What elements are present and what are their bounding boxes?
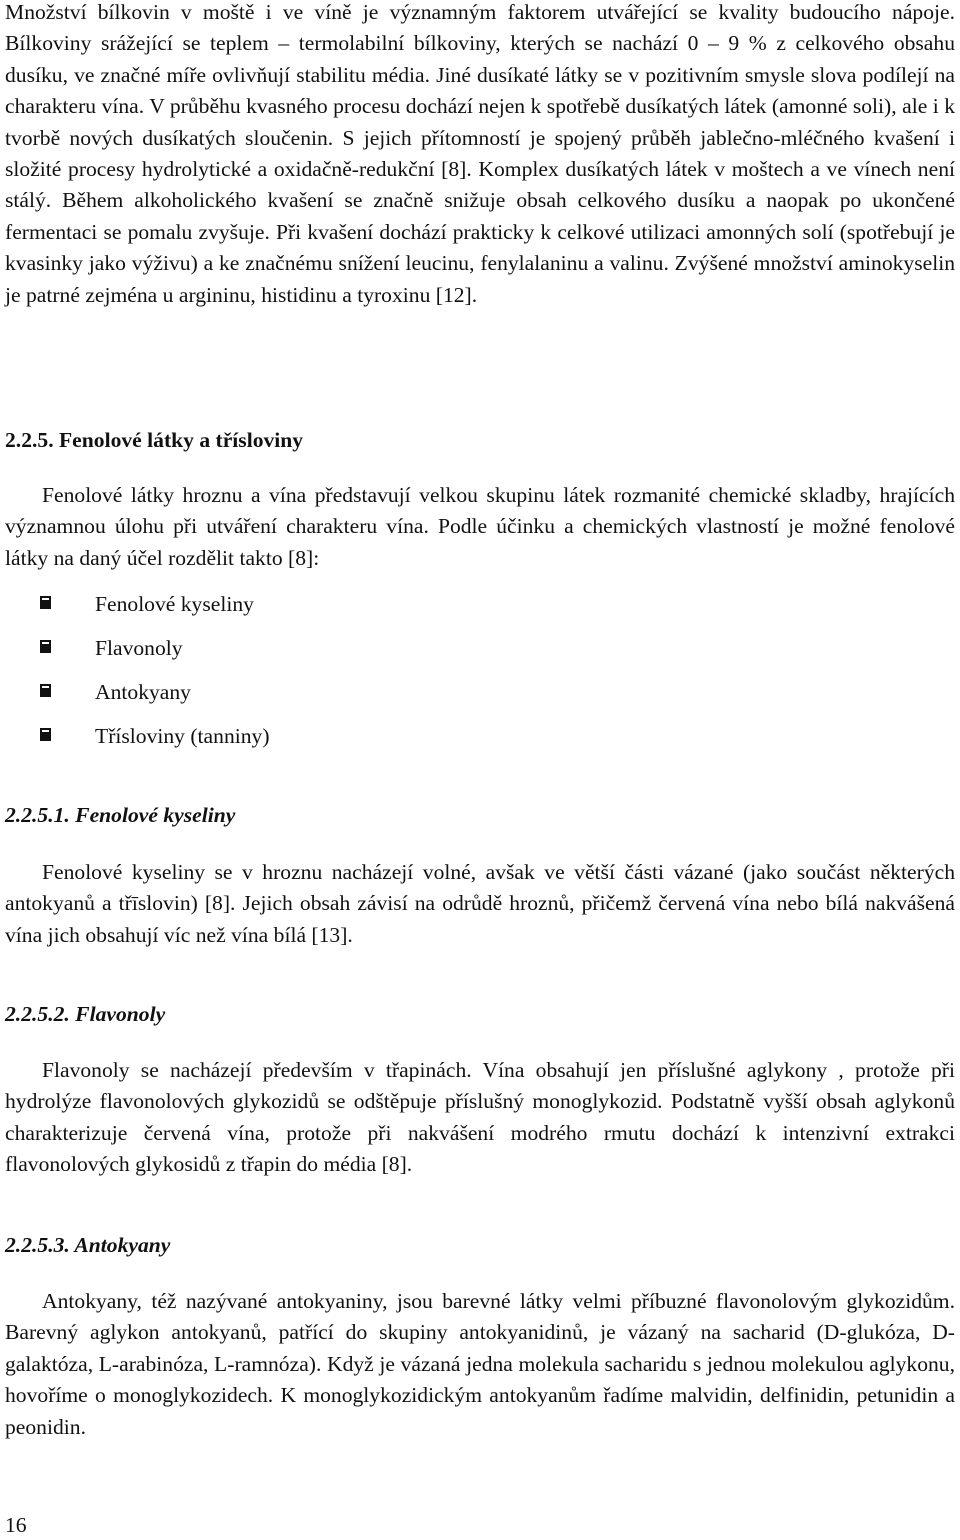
paragraph-phenolic-acids: Fenolové kyseliny se v hroznu nacházejí volné, avšak ve větší části vázané (jako součást některých antokyanů a třīslovin) [8]. Jejich obsah závisí na odrůdě hroznů, přičemž červená vína nebo bílá nakvášená vína jich obsahují víc než vína bílá [13]. (5, 860, 955, 947)
list-item (5, 586, 955, 630)
list-item (5, 674, 955, 718)
paragraph-flavonols: Flavonoly se nacházejí především v třapinách. Vína obsahují jen příslušné aglykony , protože při hydrolýze flavonolových glykozidů se odštěpuje příslušný monoglykozid. Podstatně vyšší obsah aglykonů charakterizuje červená vína, protože při nakvášení modrého rmutu dochází k intenzivní extrakci flavonolových glykosidů z třapin do média [8]. (5, 1058, 955, 1177)
list-item-label: Antokyany (95, 680, 191, 704)
list-item-label: Fenolové kyseliny (95, 592, 254, 616)
paragraph-nitrogen-compounds: Množství bílkovin v moště i ve víně je významným faktorem utvářející se kvality budoucího nápoje. Bílkoviny srážející se teplem – termolabilní bílkoviny, kterých se nachází 0 – 9 % z celkového obsahu dusíku, ve značné míře ovlivňují stabilitu média. Jiné dusíkaté látky se v pozitivním smysle slova podílejí na charakteru vína. V průběhu kvasného procesu dochází nejen k spotřebě dusíkatých látek (amonné soli), ale i k tvorbě nových dusíkatých sloučenin. S jejich přítomností je spojený průběh jablečno-mléčného kvašení i složité procesy hydrolytické a oxidačně-redukční [8]. Komplex dusíkatých látek v moštech a ve vínech není stálý. Během alkoholického kvašení se značně snižuje obsah celkového dusíku a naopak po ukončené fermentaci se pomalu zvyšuje. Při kvašení dochází prakticky k celkové utilizaci amonných solí (spotřebují je kvasinky jako výživu) a ke značnému snížení leucinu, fenylalaninu a valinu. Zvýšené množství aminokyselin je patrné zejména u argininu, histidinu a tyroxinu [12]. (5, 0, 955, 307)
list-item (5, 718, 955, 762)
section-heading-phenolic-compounds: 2.2.5. Fenolové látky a třísloviny (5, 428, 304, 452)
list-item (5, 630, 955, 674)
square-bullet-icon (40, 728, 51, 741)
subsection-heading-phenolic-acids: 2.2.5.1. Fenolové kyseliny (5, 803, 236, 827)
paragraph-phenolic-intro: Fenolové látky hroznu a vína představují velkou skupinu látek rozmanité chemické skladby, hrajících významnou úlohu při utváření charakteru vína. Podle účinku a chemických vlastností je možné fenolové látky na daný účel rozdělit takto [8]: (5, 483, 955, 570)
square-bullet-icon (40, 684, 51, 697)
phenolic-categories-list (5, 586, 955, 762)
square-bullet-icon (40, 596, 51, 609)
page-number: 16 (5, 1513, 27, 1537)
subsection-heading-anthocyanins: 2.2.5.3. Antokyany (5, 1233, 171, 1257)
list-item-label: Třísloviny (tanniny) (95, 724, 270, 748)
subsection-heading-flavonols: 2.2.5.2. Flavonoly (5, 1002, 166, 1026)
square-bullet-icon (40, 640, 51, 653)
list-item-label: Flavonoly (95, 636, 183, 660)
paragraph-anthocyanins: Antokyany, též nazývané antokyaniny, jsou barevné látky velmi příbuzné flavonolovým glykozidům. Barevný aglykon antokyanů, patřící do skupiny antokyanidinů, je vázaný na sacharid (D-glukóza, D-galaktóza, L-arabinóza, L-ramnóza). Když je vázaná jedna molekula sacharidu s jednou molekulou aglykonu, hovoříme o monoglykozidech. K monoglykozidickým antokyanům řadíme malvidin, delfinidin, petunidin a peonidin. (5, 1289, 955, 1439)
